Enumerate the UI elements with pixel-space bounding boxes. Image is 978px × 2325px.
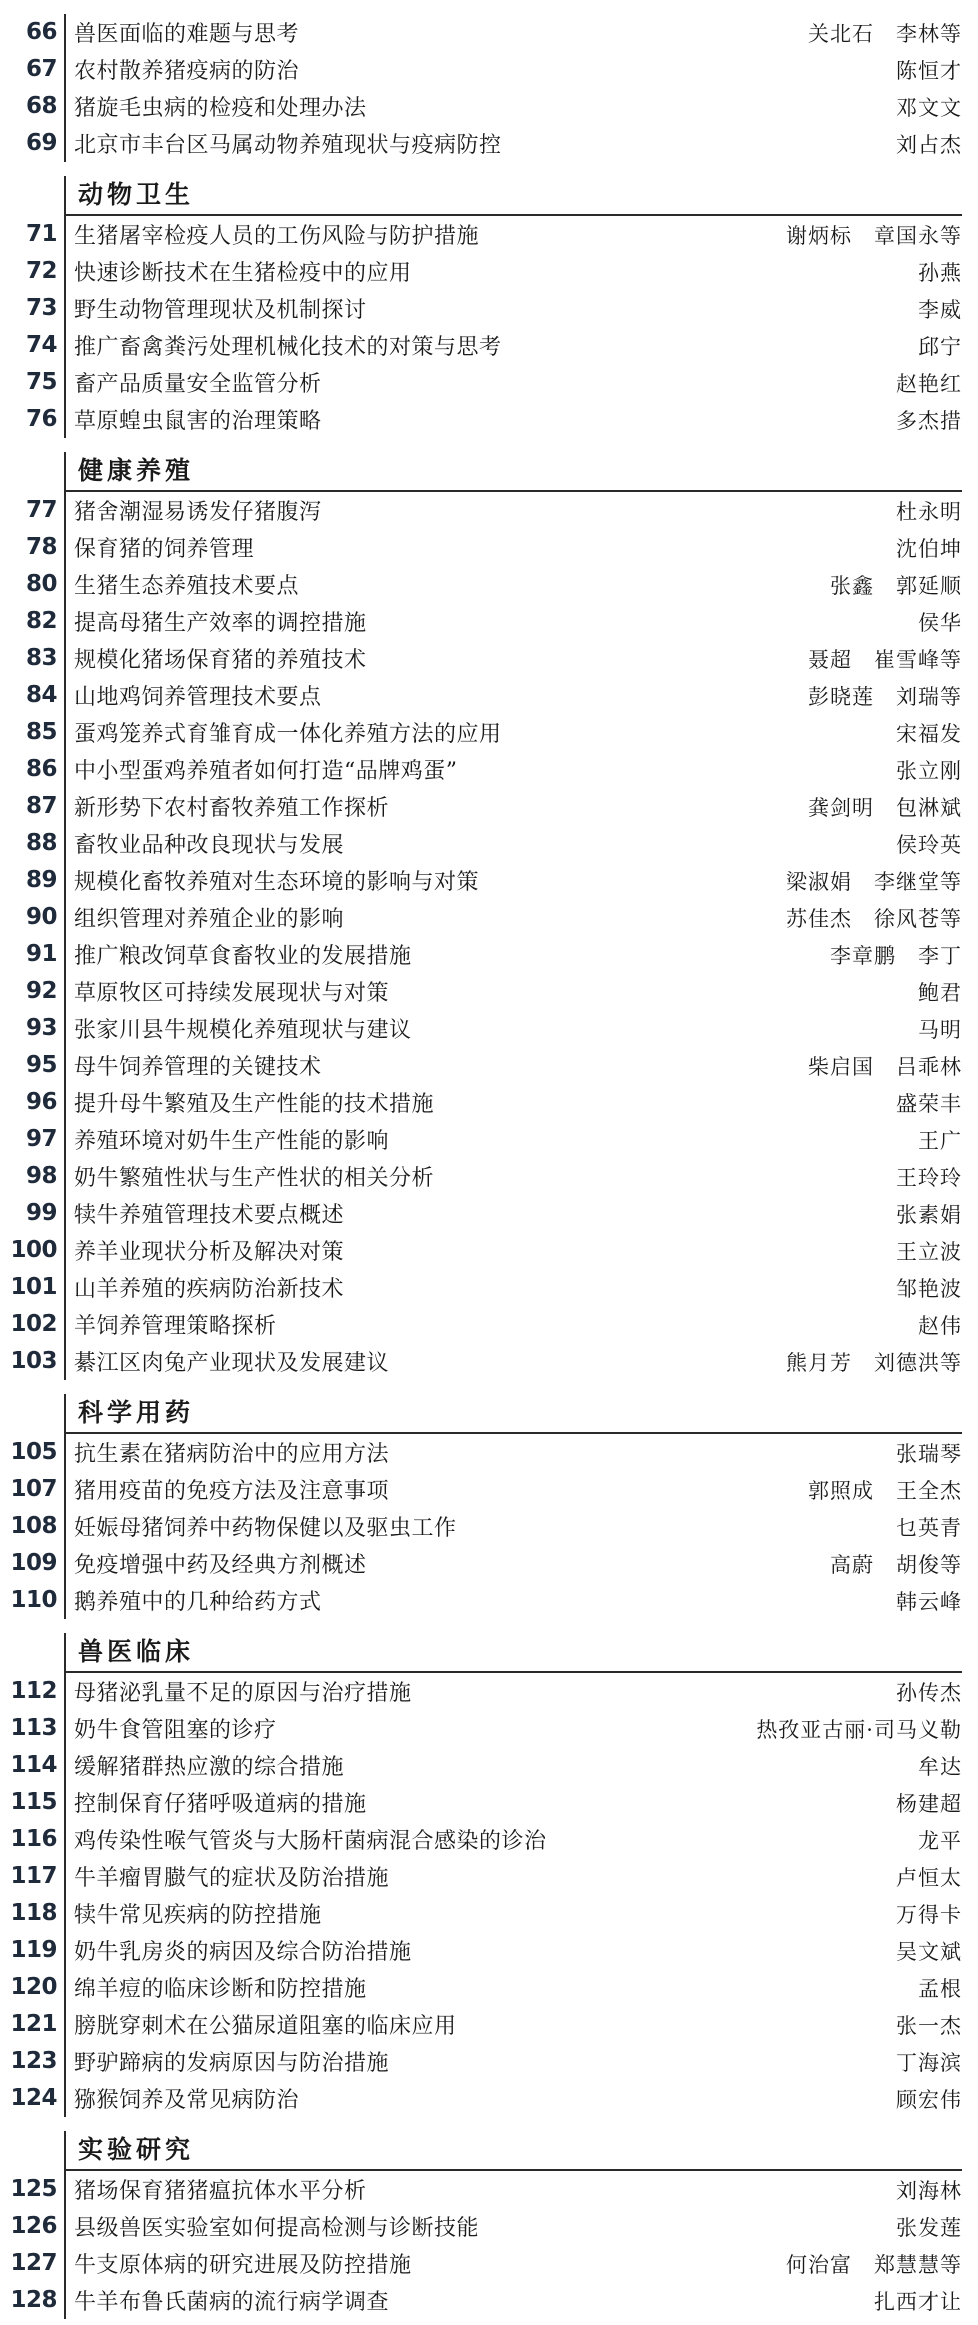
toc-entry[interactable]	[0, 2245, 978, 2282]
article-title[interactable]: 张家川县牛规模化养殖现状与建议	[74, 1018, 412, 1043]
article-author: 多杰措	[896, 408, 962, 433]
article-author: 吴文斌	[896, 1939, 962, 1964]
article-title[interactable]: 畜产品质量安全监管分析	[74, 372, 322, 397]
entry-body	[64, 88, 978, 125]
article-author: 王广	[918, 1128, 962, 1153]
article-author: 张鑫 郭延顺	[830, 573, 962, 598]
toc-entry[interactable]	[0, 2282, 978, 2319]
page-number: 84	[25, 682, 57, 708]
entry-body	[64, 2208, 978, 2245]
page-number: 93	[25, 1015, 57, 1041]
article-author: 杨建超	[896, 1791, 962, 1816]
page-number: 98	[25, 1163, 57, 1189]
article-title[interactable]: 猪舍潮湿易诱发仔猪腹泻	[74, 500, 322, 525]
article-title[interactable]: 推广粮改饲草食畜牧业的发展措施	[74, 944, 412, 969]
article-author: 关北石 李林等	[808, 21, 962, 46]
article-title[interactable]: 母猪泌乳量不足的原因与治疗措施	[74, 1681, 412, 1706]
entry-body	[64, 1343, 978, 1380]
article-title[interactable]: 县级兽医实验室如何提高检测与诊断技能	[74, 2216, 480, 2241]
toc-section	[0, 444, 978, 1380]
section-heading-row	[0, 1386, 978, 1434]
page-number: 89	[25, 867, 57, 893]
page-number: 80	[25, 571, 57, 597]
toc-entry[interactable]	[0, 327, 978, 364]
entry-body	[64, 603, 978, 640]
toc-entry[interactable]	[0, 1784, 978, 1821]
article-author: 卢恒太	[896, 1865, 962, 1890]
entry-body	[64, 1434, 978, 1471]
article-author: 龚剑明 包淋斌	[808, 795, 962, 820]
article-title[interactable]: 奶牛繁殖性状与生产性状的相关分析	[74, 1166, 435, 1191]
page-number: 67	[25, 56, 57, 82]
toc-section	[0, 168, 978, 438]
toc-section	[0, 1386, 978, 1619]
article-author: 王立波	[896, 1239, 962, 1264]
page-number: 102	[10, 1311, 57, 1337]
article-author: 李威	[918, 297, 962, 322]
page-number: 85	[25, 719, 57, 745]
toc-entry[interactable]	[0, 401, 978, 438]
entry-body	[64, 825, 978, 862]
toc-entry[interactable]	[0, 88, 978, 125]
article-author: 顾宏伟	[896, 2087, 962, 2112]
entry-body	[64, 2171, 978, 2208]
entry-body	[64, 1784, 978, 1821]
article-title[interactable]: 蛋鸡笼养式育雏育成一体化养殖方法的应用	[74, 722, 502, 747]
article-author: 谢炳标 章国永等	[786, 223, 962, 248]
article-author: 刘海林	[896, 2178, 962, 2203]
toc-entry[interactable]	[0, 862, 978, 899]
toc-entry[interactable]	[0, 1895, 978, 1932]
page-number: 109	[10, 1550, 57, 1576]
page-number: 92	[25, 978, 57, 1004]
entry-body	[64, 1471, 978, 1508]
page-number: 86	[25, 756, 57, 782]
entry-body	[64, 327, 978, 364]
toc-entry[interactable]	[0, 1710, 978, 1747]
entry-body	[64, 973, 978, 1010]
toc-entry[interactable]	[0, 1508, 978, 1545]
entry-body	[64, 492, 978, 529]
article-title[interactable]: 牛支原体病的研究进展及防控措施	[74, 2253, 412, 2278]
article-author: 孟根	[918, 1976, 962, 2001]
toc-entry[interactable]	[0, 1084, 978, 1121]
entry-body	[64, 788, 978, 825]
toc-entry[interactable]	[0, 1582, 978, 1619]
toc-entry[interactable]	[0, 1269, 978, 1306]
article-title[interactable]: 猪旋毛虫病的检疫和处理办法	[74, 96, 367, 121]
article-title[interactable]: 组织管理对养殖企业的影响	[74, 907, 345, 932]
article-title[interactable]: 抗生素在猪病防治中的应用方法	[74, 1442, 390, 1467]
article-title[interactable]: 养殖环境对奶牛生产性能的影响	[74, 1129, 390, 1154]
page-number: 124	[10, 2085, 57, 2111]
entry-body	[64, 1545, 978, 1582]
article-title[interactable]: 缓解猪群热应激的综合措施	[74, 1755, 345, 1780]
article-title[interactable]: 草原牧区可持续发展现状与对策	[74, 981, 390, 1006]
page-number: 69	[25, 130, 57, 156]
article-title[interactable]: 提升母牛繁殖及生产性能的技术措施	[74, 1092, 435, 1117]
entry-body	[64, 2043, 978, 2080]
page-number: 68	[25, 93, 57, 119]
article-title[interactable]: 奶牛乳房炎的病因及综合防治措施	[74, 1940, 412, 1965]
toc-entry[interactable]	[0, 14, 978, 51]
section-heading-row	[0, 2123, 978, 2171]
article-author: 梁淑娟 李继堂等	[786, 869, 962, 894]
article-author: 万得卡	[896, 1902, 962, 1927]
toc-entry[interactable]	[0, 1010, 978, 1047]
article-author: 李章鹏 李丁	[830, 943, 962, 968]
article-author: 张立刚	[896, 758, 962, 783]
toc-entry[interactable]	[0, 1969, 978, 2006]
section-heading-row	[0, 1625, 978, 1673]
entry-body	[64, 1582, 978, 1619]
toc-entry[interactable]	[0, 51, 978, 88]
entry-body	[64, 936, 978, 973]
article-author: 宋福发	[896, 721, 962, 746]
article-author: 熊月芳 刘德洪等	[786, 1350, 962, 1375]
article-author: 柴启国 吕乖林	[808, 1054, 962, 1079]
article-author: 沈伯坤	[896, 536, 962, 561]
page-number: 105	[10, 1439, 57, 1465]
page-number: 103	[10, 1348, 57, 1374]
entry-body	[64, 640, 978, 677]
article-title[interactable]: 绵羊痘的临床诊断和防控措施	[74, 1977, 367, 2002]
article-title[interactable]: 草原蝗虫鼠害的治理策略	[74, 409, 322, 434]
toc-entry[interactable]	[0, 973, 978, 1010]
article-author: 张瑞琴	[896, 1441, 962, 1466]
article-author: 张一杰	[896, 2013, 962, 2038]
page-number: 120	[10, 1974, 57, 2000]
article-title[interactable]: 畜牧业品种改良现状与发展	[74, 833, 345, 858]
article-author: 杜永明	[896, 499, 962, 524]
page-number: 117	[10, 1863, 57, 1889]
article-title[interactable]: 北京市丰台区马属动物养殖现状与疫病防控	[74, 133, 502, 158]
page-number: 99	[25, 1200, 57, 1226]
entry-body	[64, 2245, 978, 2282]
article-title[interactable]: 快速诊断技术在生猪检疫中的应用	[74, 261, 412, 286]
toc-entry[interactable]	[0, 290, 978, 327]
section-heading-row	[0, 444, 978, 492]
entry-body	[64, 751, 978, 788]
entry-body	[64, 714, 978, 751]
article-author: 龙平	[918, 1828, 962, 1853]
entry-body	[64, 290, 978, 327]
article-author: 高蔚 胡俊等	[830, 1552, 962, 1577]
toc-entry[interactable]	[0, 2208, 978, 2245]
toc-entry[interactable]	[0, 1673, 978, 1710]
page-number: 112	[10, 1678, 57, 1704]
entry-body	[64, 529, 978, 566]
article-author: 鲍君	[918, 980, 962, 1005]
article-author: 孙燕	[918, 260, 962, 285]
page-number: 83	[25, 645, 57, 671]
page-number: 73	[25, 295, 57, 321]
page-number: 88	[25, 830, 57, 856]
entry-body	[64, 1010, 978, 1047]
entry-body	[64, 677, 978, 714]
page-number: 119	[10, 1937, 57, 1963]
article-author: 孙传杰	[896, 1680, 962, 1705]
toc-entry[interactable]	[0, 1821, 978, 1858]
entry-body	[64, 1121, 978, 1158]
article-title[interactable]: 规模化畜牧养殖对生态环境的影响与对策	[74, 870, 480, 895]
article-author: 何治富 郑慧慧等	[786, 2252, 962, 2277]
page-number: 110	[10, 1587, 57, 1613]
toc-entry[interactable]	[0, 1343, 978, 1380]
section-heading-row	[0, 168, 978, 216]
article-author: 刘占杰	[896, 132, 962, 157]
page-number: 75	[25, 369, 57, 395]
article-title[interactable]: 野驴蹄病的发病原因与防治措施	[74, 2051, 390, 2076]
entry-body	[64, 1195, 978, 1232]
article-title[interactable]: 母牛饲养管理的关键技术	[74, 1055, 322, 1080]
article-author: 彭晓莲 刘瑞等	[808, 684, 962, 709]
toc-entry[interactable]	[0, 1047, 978, 1084]
toc-entry[interactable]	[0, 492, 978, 529]
page-number: 90	[25, 904, 57, 930]
article-author: 赵艳红	[896, 371, 962, 396]
entry-body	[64, 51, 978, 88]
page-number: 95	[25, 1052, 57, 1078]
entry-body	[64, 1858, 978, 1895]
article-author: 热孜亚古丽·司马义勒	[756, 1717, 962, 1742]
entry-body	[64, 2006, 978, 2043]
section-heading: 健康养殖	[64, 452, 962, 492]
toc-entry[interactable]	[0, 1932, 978, 1969]
article-title[interactable]: 规模化猪场保育猪的养殖技术	[74, 648, 367, 673]
entry-body	[64, 862, 978, 899]
toc-entry[interactable]	[0, 603, 978, 640]
toc-entry[interactable]	[0, 825, 978, 862]
toc-entry[interactable]	[0, 714, 978, 751]
article-title[interactable]: 鹅养殖中的几种给药方式	[74, 1590, 322, 1615]
article-author: 张素娟	[896, 1202, 962, 1227]
entry-body	[64, 2282, 978, 2319]
article-title[interactable]: 提高母猪生产效率的调控措施	[74, 611, 367, 636]
article-title[interactable]: 猪用疫苗的免疫方法及注意事项	[74, 1479, 390, 1504]
article-title[interactable]: 新形势下农村畜牧养殖工作探析	[74, 796, 390, 821]
page-number: 123	[10, 2048, 57, 2074]
article-title[interactable]: 农村散养猪疫病的防治	[74, 59, 300, 84]
page-number: 91	[25, 941, 57, 967]
article-title[interactable]: 犊牛常见疾病的防控措施	[74, 1903, 322, 1928]
entry-body	[64, 566, 978, 603]
toc-entry[interactable]	[0, 125, 978, 162]
page-number: 127	[10, 2250, 57, 2276]
article-author: 邓文文	[896, 95, 962, 120]
article-title[interactable]: 推广畜禽粪污处理机械化技术的对策与思考	[74, 335, 502, 360]
article-title[interactable]: 妊娠母猪饲养中药物保健以及驱虫工作	[74, 1516, 457, 1541]
article-author: 乜英青	[896, 1515, 962, 1540]
toc-entry[interactable]	[0, 1747, 978, 1784]
article-author: 丁海滨	[896, 2050, 962, 2075]
article-author: 扎西才让	[874, 2289, 962, 2314]
entry-body	[64, 1508, 978, 1545]
article-title[interactable]: 牛羊布鲁氏菌病的流行病学调查	[74, 2290, 390, 2315]
section-heading: 动物卫生	[64, 176, 962, 216]
page-number: 116	[10, 1826, 57, 1852]
article-author: 盛荣丰	[896, 1091, 962, 1116]
entry-body	[64, 401, 978, 438]
toc-entry[interactable]	[0, 566, 978, 603]
toc-entry[interactable]	[0, 216, 978, 253]
entry-body	[64, 1895, 978, 1932]
entry-body	[64, 1673, 978, 1710]
toc-entry[interactable]	[0, 253, 978, 290]
entry-body	[64, 1969, 978, 2006]
page-number: 125	[10, 2176, 57, 2202]
page-number: 101	[10, 1274, 57, 1300]
entry-body	[64, 1084, 978, 1121]
page-number: 96	[25, 1089, 57, 1115]
toc-entry[interactable]	[0, 899, 978, 936]
article-title[interactable]: 羊饲养管理策略探析	[74, 1314, 277, 1339]
toc-entry[interactable]	[0, 751, 978, 788]
table-of-contents	[0, 14, 978, 2325]
page-number: 97	[25, 1126, 57, 1152]
toc-entry[interactable]	[0, 677, 978, 714]
toc-section	[0, 1625, 978, 2117]
article-title[interactable]: 牛羊瘤胃臌气的症状及防治措施	[74, 1866, 390, 1891]
article-author: 张发莲	[896, 2215, 962, 2240]
entry-body	[64, 2080, 978, 2117]
article-author: 赵伟	[918, 1313, 962, 1338]
toc-entry[interactable]	[0, 529, 978, 566]
toc-section	[0, 2123, 978, 2319]
entry-body	[64, 899, 978, 936]
article-title[interactable]: 免疫增强中药及经典方剂概述	[74, 1553, 367, 1578]
entry-body	[64, 1306, 978, 1343]
toc-entry[interactable]	[0, 2171, 978, 2208]
article-title[interactable]: 綦江区肉兔产业现状及发展建议	[74, 1351, 390, 1376]
article-title[interactable]: 膀胱穿刺术在公猫尿道阻塞的临床应用	[74, 2014, 457, 2039]
toc-entry[interactable]	[0, 364, 978, 401]
section-heading: 实验研究	[64, 2131, 962, 2171]
page-number: 118	[10, 1900, 57, 1926]
toc-entry[interactable]	[0, 1232, 978, 1269]
article-title[interactable]: 兽医面临的难题与思考	[74, 22, 300, 47]
article-title[interactable]: 猪场保育猪猪瘟抗体水平分析	[74, 2179, 367, 2204]
article-author: 王玲玲	[896, 1165, 962, 1190]
article-author: 侯华	[918, 610, 962, 635]
article-title[interactable]: 控制保育仔猪呼吸道病的措施	[74, 1792, 367, 1817]
toc-entry[interactable]	[0, 936, 978, 973]
page-number: 77	[25, 497, 57, 523]
page-number: 113	[10, 1715, 57, 1741]
entry-body	[64, 364, 978, 401]
article-author: 牟达	[918, 1754, 962, 1779]
toc-entry[interactable]	[0, 1434, 978, 1471]
article-title[interactable]: 保育猪的饲养管理	[74, 537, 255, 562]
toc-section	[0, 14, 978, 162]
page-number: 114	[10, 1752, 57, 1778]
article-title[interactable]: 养羊业现状分析及解决对策	[74, 1240, 345, 1265]
entry-body	[64, 1710, 978, 1747]
entry-body	[64, 1747, 978, 1784]
page-number: 71	[25, 221, 57, 247]
entry-body	[64, 1821, 978, 1858]
entry-body	[64, 1269, 978, 1306]
toc-entry[interactable]	[0, 2006, 978, 2043]
page-number: 82	[25, 608, 57, 634]
toc-entry[interactable]	[0, 1158, 978, 1195]
page-number: 74	[25, 332, 57, 358]
toc-entry[interactable]	[0, 2080, 978, 2117]
page-number: 108	[10, 1513, 57, 1539]
page-number: 87	[25, 793, 57, 819]
article-author: 邱宁	[918, 334, 962, 359]
article-title[interactable]: 中小型蛋鸡养殖者如何打造“品牌鸡蛋”	[74, 759, 458, 784]
toc-entry[interactable]	[0, 640, 978, 677]
article-author: 郭照成 王全杰	[808, 1478, 962, 1503]
article-title[interactable]: 山地鸡饲养管理技术要点	[74, 685, 322, 710]
article-author: 韩云峰	[896, 1589, 962, 1614]
toc-entry[interactable]	[0, 1471, 978, 1508]
page-number: 78	[25, 534, 57, 560]
entry-body	[64, 216, 978, 253]
article-author: 苏佳杰 徐风苍等	[786, 906, 962, 931]
entry-body	[64, 14, 978, 51]
article-title[interactable]: 生猪屠宰检疫人员的工伤风险与防护措施	[74, 224, 480, 249]
article-title[interactable]: 鸡传染性喉气管炎与大肠杆菌病混合感染的诊治	[74, 1829, 547, 1854]
article-author: 陈恒才	[896, 58, 962, 83]
page-number: 100	[10, 1237, 57, 1263]
page-number: 115	[10, 1789, 57, 1815]
article-author: 马明	[918, 1017, 962, 1042]
entry-body	[64, 1232, 978, 1269]
page-number: 66	[25, 19, 57, 45]
article-author: 侯玲英	[896, 832, 962, 857]
toc-entry[interactable]	[0, 1195, 978, 1232]
entry-body	[64, 1932, 978, 1969]
toc-entry[interactable]	[0, 1858, 978, 1895]
article-author: 邹艳波	[896, 1276, 962, 1301]
entry-body	[64, 125, 978, 162]
article-title[interactable]: 猕猴饲养及常见病防治	[74, 2088, 300, 2113]
article-title[interactable]: 山羊养殖的疾病防治新技术	[74, 1277, 345, 1302]
toc-entry[interactable]	[0, 788, 978, 825]
entry-body	[64, 253, 978, 290]
article-title[interactable]: 犊牛养殖管理技术要点概述	[74, 1203, 345, 1228]
article-title[interactable]: 野生动物管理现状及机制探讨	[74, 298, 367, 323]
section-heading: 科学用药	[64, 1394, 962, 1434]
section-heading: 兽医临床	[64, 1633, 962, 1673]
toc-entry[interactable]	[0, 1121, 978, 1158]
page-number: 72	[25, 258, 57, 284]
article-title[interactable]: 奶牛食管阻塞的诊疗	[74, 1718, 277, 1743]
page-number: 107	[10, 1476, 57, 1502]
article-author: 聂超 崔雪峰等	[808, 647, 962, 672]
toc-entry[interactable]	[0, 1306, 978, 1343]
page-number: 76	[25, 406, 57, 432]
entry-body	[64, 1047, 978, 1084]
page-number: 128	[10, 2287, 57, 2313]
toc-entry[interactable]	[0, 1545, 978, 1582]
article-title[interactable]: 生猪生态养殖技术要点	[74, 574, 300, 599]
page-number: 126	[10, 2213, 57, 2239]
page-number: 121	[10, 2011, 57, 2037]
toc-entry[interactable]	[0, 2043, 978, 2080]
entry-body	[64, 1158, 978, 1195]
